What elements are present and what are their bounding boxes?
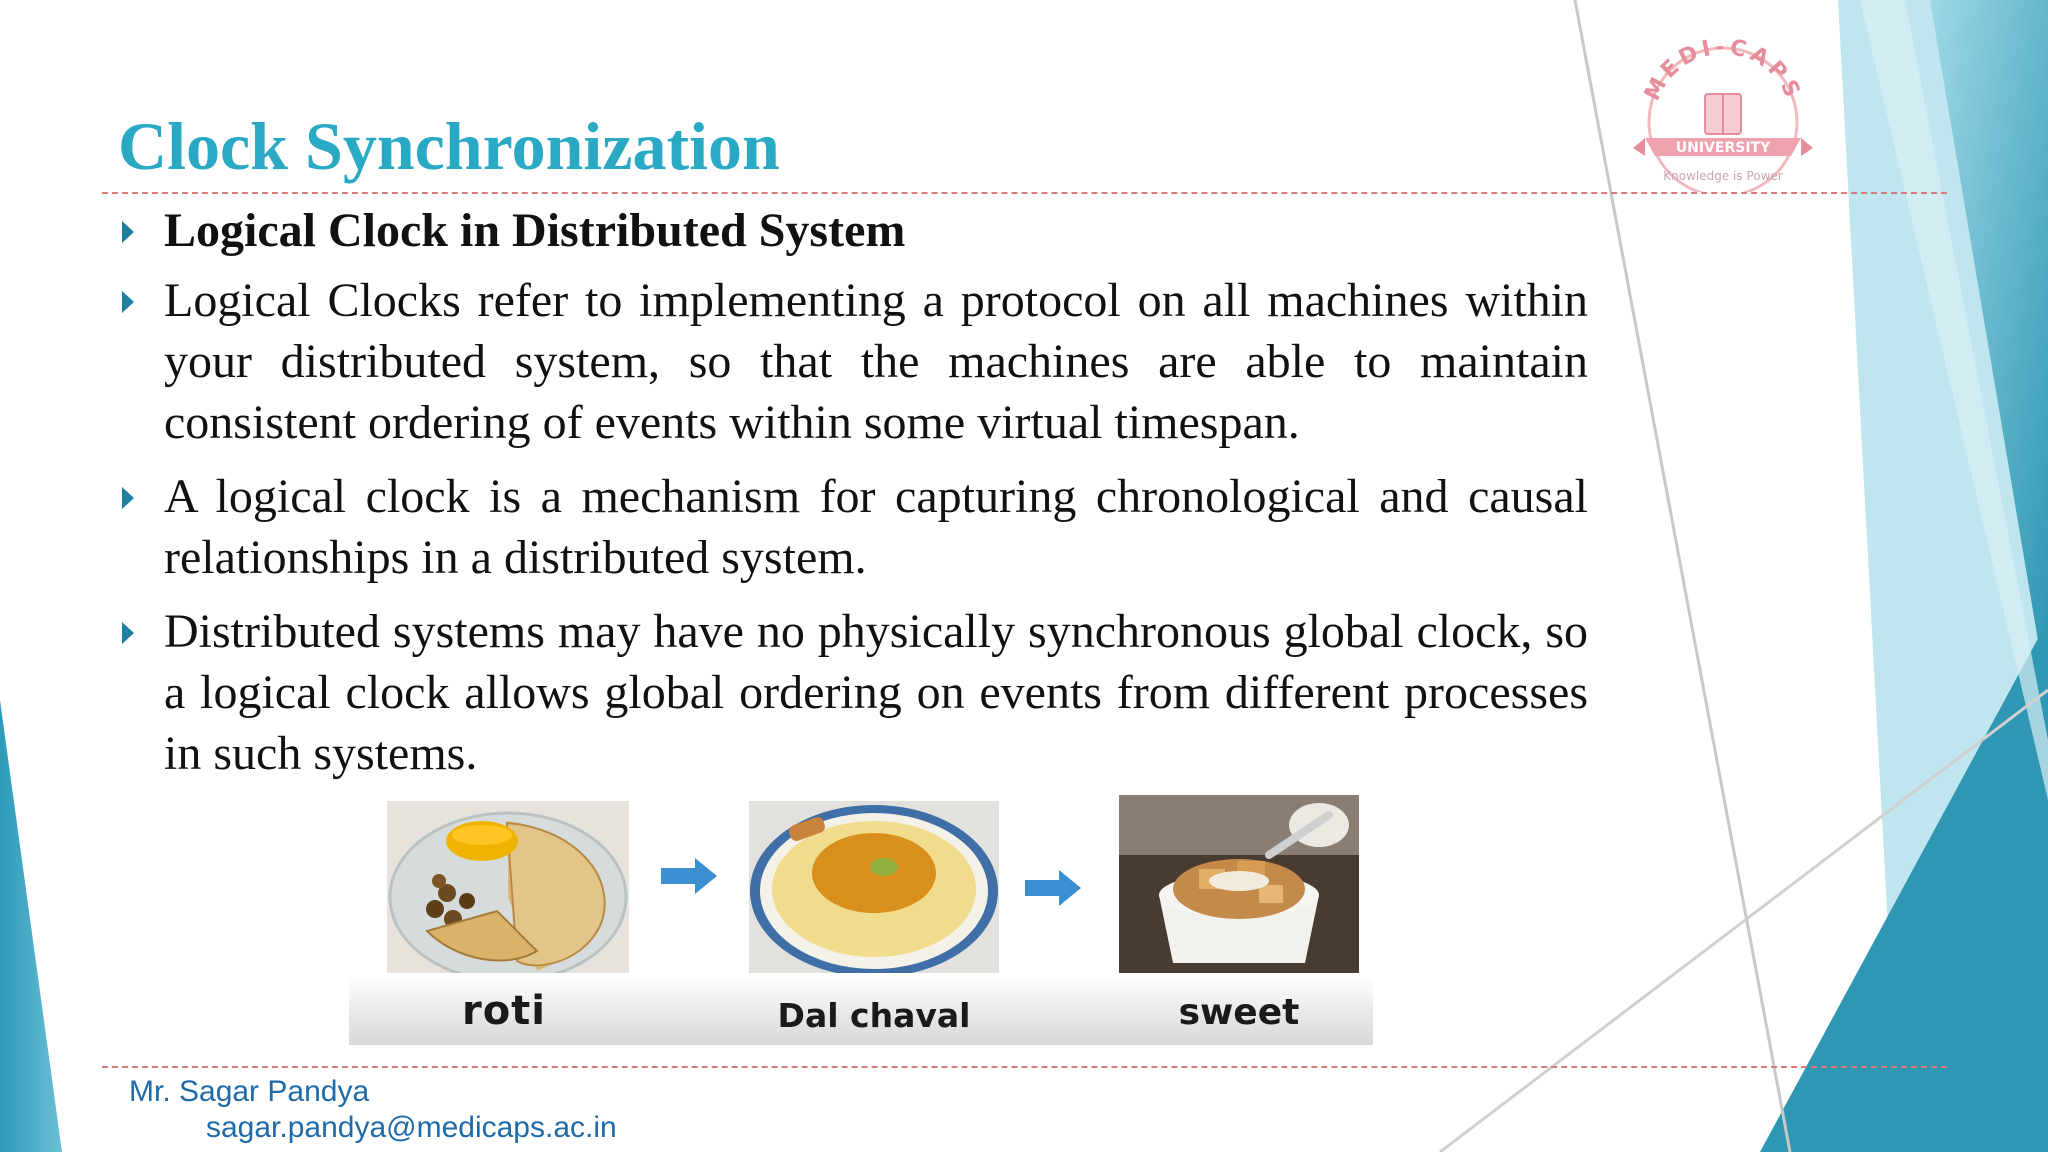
roti-label: roti bbox=[461, 988, 547, 1034]
svg-text:UNIVERSITY: UNIVERSITY bbox=[1675, 140, 1771, 156]
right-arrow-icon bbox=[1025, 870, 1081, 906]
bullet-item bbox=[118, 601, 1588, 784]
right-arrow-icon bbox=[661, 858, 717, 894]
bullet-text: Logical Clock in Distributed System bbox=[164, 204, 906, 257]
bullet-text: A logical clock is a mechanism for capturing chronological and causal relationships in a distributed system. bbox=[164, 470, 1588, 584]
slide-title: Clock Synchronization bbox=[118, 108, 780, 184]
presenter-email: sagar.pandya@medicaps.ac.in bbox=[206, 1111, 617, 1144]
svg-text:Knowledge is Power: Knowledge is Power bbox=[1663, 169, 1783, 183]
svg-text:MEDI-CAPS: MEDI-CAPS bbox=[1639, 34, 1807, 105]
university-logo bbox=[1615, 30, 1830, 192]
bullet-arrow-icon bbox=[122, 487, 134, 509]
presenter-name: Mr. Sagar Pandya bbox=[129, 1075, 370, 1108]
bullet-text: Distributed systems may have no physically synchronous global clock, so a logical clock allows global ordering on events from different processes in such systems. bbox=[164, 605, 1588, 780]
bullet-arrow-icon bbox=[122, 291, 134, 313]
dal-chaval-photo bbox=[749, 801, 999, 973]
bullet-arrow-icon bbox=[122, 622, 134, 644]
dal-chaval-label: Dal chaval bbox=[777, 996, 971, 1035]
sweet-photo bbox=[1119, 795, 1359, 973]
bullet-text: Logical Clocks refer to implementing a protocol on all machines within your distributed system, so that the machines are able to maintain consistent ordering of events within some virtual timespan. bbox=[164, 274, 1588, 449]
footer-divider bbox=[102, 1066, 1947, 1068]
bullet-list bbox=[118, 200, 1588, 797]
title-divider bbox=[102, 192, 1947, 194]
food-sequence-figure bbox=[349, 793, 1373, 1045]
roti-photo bbox=[387, 801, 629, 973]
bullet-item bbox=[118, 466, 1588, 588]
sweet-label: sweet bbox=[1178, 992, 1300, 1033]
bullet-arrow-icon bbox=[122, 221, 134, 243]
bullet-item bbox=[118, 200, 1588, 261]
bullet-item bbox=[118, 270, 1588, 453]
